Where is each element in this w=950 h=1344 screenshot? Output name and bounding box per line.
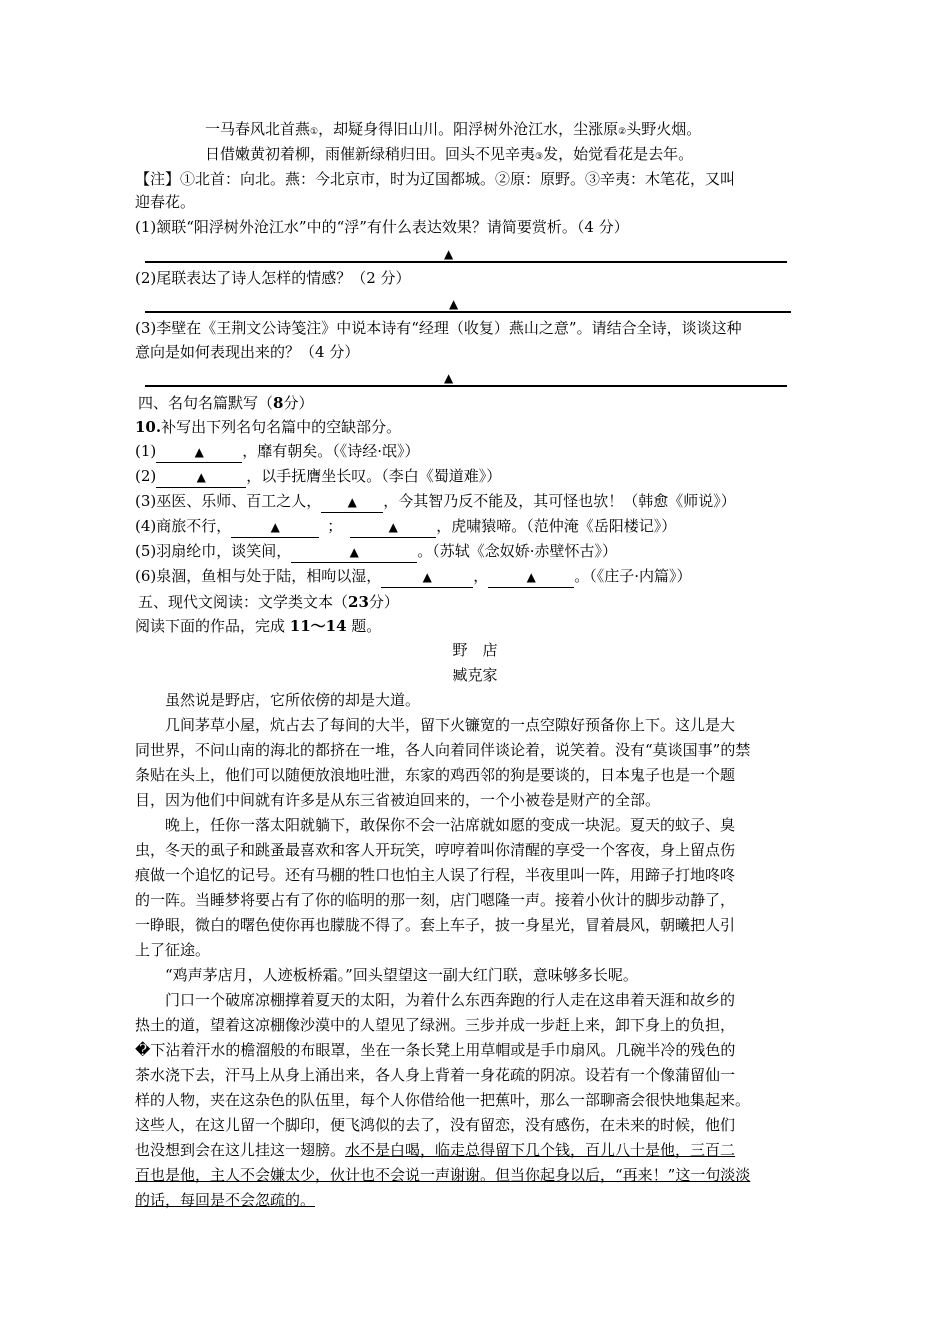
answer-mark: ▲ — [444, 247, 454, 261]
fill-blank[interactable]: ▲ — [291, 542, 417, 563]
paragraph-3-line: 虫，冬天的虱子和跳蚤最喜欢和客人开玩笑，哼哼着叫你清醒的享受一个客夜，身上留点伤 — [135, 841, 736, 859]
paragraph-5-line: 也没想到会在这儿挂这一翅膀。水不是白喝，临走总得留下几个钱，百儿八十是他，三百二 — [135, 1141, 736, 1159]
fill-blank[interactable]: ▲ — [381, 567, 473, 588]
recitation-item-2: (2) ▲ ，以手抚膺坐长叹。（李白《蜀道难》） — [135, 464, 501, 488]
question-9-3-line-2: 意向是如何表现出来的？（4 分） — [135, 343, 360, 361]
paragraph-1: 虽然说是野店，它所依傍的却是大道。 — [165, 691, 421, 709]
question-9-1: (1)颔联“阳浮树外沧江水”中的“浮”有什么表达效果？请简要赏析。（4 分） — [135, 218, 629, 236]
paragraph-2-line: 同世界，不问山南的海北的都挤在一堆，各人向着同伴谈论着，说笑着。没有“莫谈国事”的禁 — [135, 741, 751, 759]
annotation-line-1: 【注】①北首：向北。燕：今北京市，时为辽国都城。②原：原野。③辛夷：木笔花，又叫 — [135, 170, 736, 188]
fill-blank[interactable]: ▲ — [156, 467, 246, 488]
paragraph-3-line: 一睁眼，微白的曙色使你再也朦胧不得了。套上车子，披一身星光，冒着晨风，朝曦把人引 — [135, 916, 736, 934]
underlined-sentence: 的话，每回是不会忽疏的。 — [135, 1191, 316, 1209]
answer-line[interactable] — [145, 261, 787, 263]
poem-line-1: 一马春风北首燕①，却疑身得旧山川。阳浮树外沧江水，尘涨原②头野火烟。 — [205, 120, 702, 138]
reading-instruction: 阅读下面的作品，完成 11～14 题。 — [135, 617, 382, 635]
paragraph-3-line: 的一阵。当睡梦将要占有了你的临明的那一刻，店门嗯隆一声。接着小伙计的脚步动静了， — [135, 891, 736, 909]
recitation-item-3: (3)巫医、乐师、百工之人， ▲ ，今其智乃反不能及，其可怪也欤！（韩愈《师说》） — [135, 489, 736, 513]
fill-blank[interactable]: ▲ — [156, 442, 242, 463]
paragraph-4: “鸡声茅店月，人迹板桥霜。”回头望望这一副大红门联，意味够多长呢。 — [165, 966, 638, 984]
paragraph-5-line: 门口一个破席凉棚撑着夏天的太阳，为着什么东西奔跑的行人走在这串着天涯和故乡的 — [165, 991, 736, 1009]
recitation-item-6: (6)泉涸，鱼相与处于陆，相呴以湿， ▲ ， ▲ 。（《庄子·内篇》） — [135, 564, 692, 588]
question-9-2: (2)尾联表达了诗人怎样的情感？（2 分） — [135, 269, 411, 287]
fill-blank[interactable]: ▲ — [488, 567, 574, 588]
paragraph-2-line: 几间茅草小屋，炕占去了每间的大半，留下火镰宽的一点空隙好预备你上下。这儿是大 — [165, 716, 736, 734]
fill-blank[interactable]: ▲ — [231, 517, 319, 538]
recitation-item-4: (4)商旅不行， ▲ ； ▲ ，虎啸猿啼。（范仲淹《岳阳楼记》） — [135, 514, 676, 538]
paragraph-2-line: 条贴在头上，他们可以随便放浪地吐泄，东家的鸡西邻的狗是要谈的，日本鬼子也是一个题 — [135, 766, 736, 784]
paragraph-5-line: 热土的道，望着这凉棚像沙漠中的人望见了绿洲。三步并成一步赶上来，卸下身上的负担， — [135, 1016, 736, 1034]
paragraph-3-line: 痕做一个追忆的记号。还有马棚的牲口也怕主人误了行程，半夜里叫一阵，用蹄子打地咚咚 — [135, 866, 736, 884]
recitation-item-5: (5)羽扇纶巾，谈笑间， ▲ 。（苏轼《念奴娇·赤壁怀古》） — [135, 539, 617, 563]
poem-line-2: 日借嫩黄初着柳，雨催新绿稍归田。回头不见辛夷③发，始觉看花是去年。 — [205, 145, 694, 163]
question-10-stem: 10.补写出下列名句名篇中的空缺部分。 — [135, 418, 402, 436]
answer-mark: ▲ — [449, 297, 459, 311]
section-5-title: 五、现代文阅读：文学类文本（23分） — [138, 593, 399, 611]
underlined-sentence: 百也是他，主人不会嫌太少，伙计也不会说一声谢谢。但当你起身以后，“再来！”这一句淡淡 — [135, 1166, 751, 1184]
article-author: 臧克家 — [452, 666, 498, 684]
recitation-item-1: (1) ▲ ，靡有朝矣。（《诗经·氓》） — [135, 439, 420, 463]
question-9-3-line-1: (3)李壁在《王荆文公诗笺注》中说本诗有“经理（收复）燕山之意”。请结合全诗，谈谈这种 — [135, 319, 742, 337]
fill-blank[interactable]: ▲ — [350, 517, 436, 538]
fill-blank[interactable]: ▲ — [321, 492, 383, 513]
answer-line[interactable] — [145, 311, 791, 313]
paragraph-3-line: 上了征途。 — [135, 941, 211, 959]
article-title: 野 店 — [452, 641, 498, 659]
underlined-sentence: 水不是白喝，临走总得留下几个钱，百儿八十是他，三百二 — [345, 1141, 736, 1159]
answer-mark: ▲ — [444, 371, 454, 385]
annotation-line-2: 迎春花。 — [135, 193, 196, 211]
paragraph-5-line: �下沾着汗水的檐溜般的布眼罩，坐在一条长凳上用草帽或是手巾扇风。几碗半冷的残色的 — [135, 1041, 736, 1059]
paragraph-2-line: 目，因为他们中间就有许多是从东三省被迫回来的，一个小被卷是财产的全部。 — [135, 791, 661, 809]
section-4-title: 四、名句名篇默写（8分） — [138, 394, 314, 412]
paragraph-5-line: 茶水浇下去，汗马上从身上涌出来，各人身上背着一身花疏的阴凉。设若有一个像蒲留仙一 — [135, 1066, 736, 1084]
paragraph-5-line: 这些人，在这儿留一个脚印，便飞鸿似的去了，没有留恋，没有感伤，在未来的时候，他们 — [135, 1116, 736, 1134]
paragraph-3-line: 晚上，任你一落太阳就躺下，敢保你不会一沾席就如愿的变成一块泥。夏天的蚊子、臭 — [165, 816, 736, 834]
answer-line[interactable] — [145, 385, 787, 387]
paragraph-5-line: 样的人物，夹在这杂色的队伍里，每个人你借给他一把蕉叶，那么一部聊斋会很快地集起来。 — [135, 1091, 751, 1109]
